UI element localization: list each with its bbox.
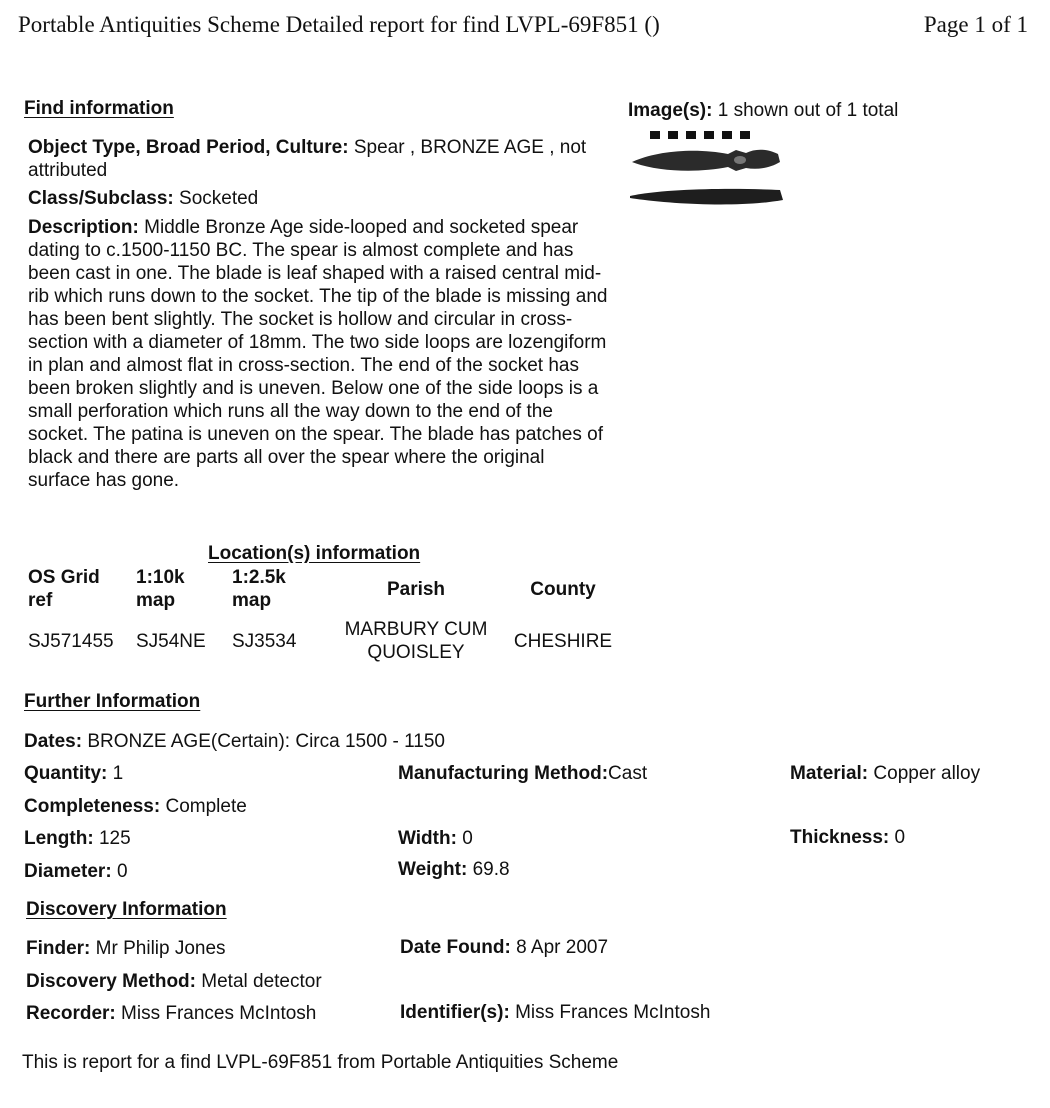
cell-county: CHESHIRE xyxy=(513,630,613,652)
description-field xyxy=(28,216,608,492)
manufacturing-value: Cast xyxy=(608,763,648,784)
cell-2-5k-map: SJ3534 xyxy=(232,630,297,652)
dates-value: BRONZE AGE(Certain): Circa 1500 - 1150 xyxy=(87,731,445,752)
width-field xyxy=(398,827,473,850)
finder-field xyxy=(26,937,226,960)
identifier-field xyxy=(400,1001,710,1024)
material-field xyxy=(790,762,980,785)
discovery-method-value: Metal detector xyxy=(201,971,322,992)
class-value: Socketed xyxy=(179,188,259,209)
images-label: Image(s): xyxy=(628,100,713,121)
diameter-field xyxy=(24,860,128,883)
description-label: Description: xyxy=(28,217,139,238)
report-footer: This is report for a find LVPL-69F851 from Portable Antiquities Scheme xyxy=(22,1052,619,1073)
location-heading: Location(s) information xyxy=(208,543,421,564)
report-title: Portable Antiquities Scheme Detailed report for find LVPL-69F851 () xyxy=(18,12,660,37)
column-header-2-5k-map: 1:2.5k map xyxy=(232,567,286,611)
completeness-label: Completeness: xyxy=(24,796,161,817)
object-type-label: Object Type, Broad Period, Culture: xyxy=(28,137,349,158)
date-found-field xyxy=(400,936,608,959)
quantity-field xyxy=(24,762,123,785)
diameter-value: 0 xyxy=(116,861,128,882)
finder-label: Finder: xyxy=(26,938,91,959)
discovery-information-heading: Discovery Information xyxy=(26,899,227,920)
images-field xyxy=(628,99,898,122)
location-table-header-row xyxy=(24,566,626,612)
object-type-field xyxy=(28,136,618,182)
dates-field xyxy=(24,730,445,753)
location-table xyxy=(24,566,626,670)
cell-parish: MARBURY CUM QUOISLEY xyxy=(344,619,488,663)
table-row xyxy=(24,612,626,670)
length-value: 125 xyxy=(98,828,131,849)
material-value: Copper alloy xyxy=(873,763,981,784)
column-header-county: County xyxy=(530,578,596,600)
completeness-field xyxy=(24,795,247,818)
class-label: Class/Subclass: xyxy=(28,188,174,209)
class-field xyxy=(28,187,258,210)
discovery-method-field xyxy=(26,970,322,993)
column-header-10k-map: 1:10k map xyxy=(136,567,185,611)
discovery-method-label: Discovery Method: xyxy=(26,971,196,992)
description-value: Middle Bronze Age side-looped and socketed spear dating to c.1500-1150 BC. The spear is almost complete and has been cast in one. The blade is leaf shaped with a raised central mid-rib which runs down to the socket. The tip of the blade is missing and has been bent slightly. The socket is hollow and circular in cross-section with a diameter of 18mm. The two side loops are lozengiform in plan and almost flat in cross-section. The end of the socket has been broken slightly and is uneven. Below one of the side loops is a small perforation which runs all the way down to the end of the socket. The patina is uneven on the spear. The blade has patches of black and there are parts all over the spear where the original surface has gone. xyxy=(28,217,608,491)
quantity-value: 1 xyxy=(112,763,124,784)
length-field xyxy=(24,827,131,850)
weight-label: Weight: xyxy=(398,859,468,880)
finder-value: Mr Philip Jones xyxy=(95,938,226,959)
width-label: Width: xyxy=(398,828,457,849)
further-information-heading: Further Information xyxy=(24,691,201,712)
column-header-os-grid-ref: OS Grid ref xyxy=(28,567,100,611)
spear-photo[interactable] xyxy=(628,140,788,215)
recorder-value: Miss Frances McIntosh xyxy=(121,1003,317,1024)
manufacturing-label: Manufacturing Method: xyxy=(398,763,609,784)
page-indicator: Page 1 of 1 xyxy=(923,12,1028,37)
cell-os-grid-ref: SJ571455 xyxy=(28,630,114,652)
completeness-value: Complete xyxy=(165,796,247,817)
diameter-label: Diameter: xyxy=(24,861,112,882)
length-label: Length: xyxy=(24,828,94,849)
recorder-label: Recorder: xyxy=(26,1003,116,1024)
identifier-value: Miss Frances McIntosh xyxy=(515,1002,711,1023)
cell-10k-map: SJ54NE xyxy=(136,630,206,652)
material-label: Material: xyxy=(790,763,869,784)
manufacturing-field xyxy=(398,762,647,785)
images-value: 1 shown out of 1 total xyxy=(717,100,899,121)
scale-bar xyxy=(650,131,762,139)
quantity-label: Quantity: xyxy=(24,763,108,784)
object-type-value: Spear , BRONZE AGE , not attributed xyxy=(28,137,587,181)
find-information-heading: Find information xyxy=(24,98,174,119)
thickness-label: Thickness: xyxy=(790,827,890,848)
identifier-label: Identifier(s): xyxy=(400,1002,510,1023)
date-found-label: Date Found: xyxy=(400,937,511,958)
thickness-value: 0 xyxy=(894,827,906,848)
date-found-value: 8 Apr 2007 xyxy=(516,937,609,958)
weight-field xyxy=(398,858,510,881)
dates-label: Dates: xyxy=(24,731,83,752)
width-value: 0 xyxy=(462,828,473,849)
weight-value: 69.8 xyxy=(472,859,510,880)
thickness-field xyxy=(790,826,905,849)
recorder-field xyxy=(26,1002,316,1025)
column-header-parish: Parish xyxy=(386,578,446,600)
